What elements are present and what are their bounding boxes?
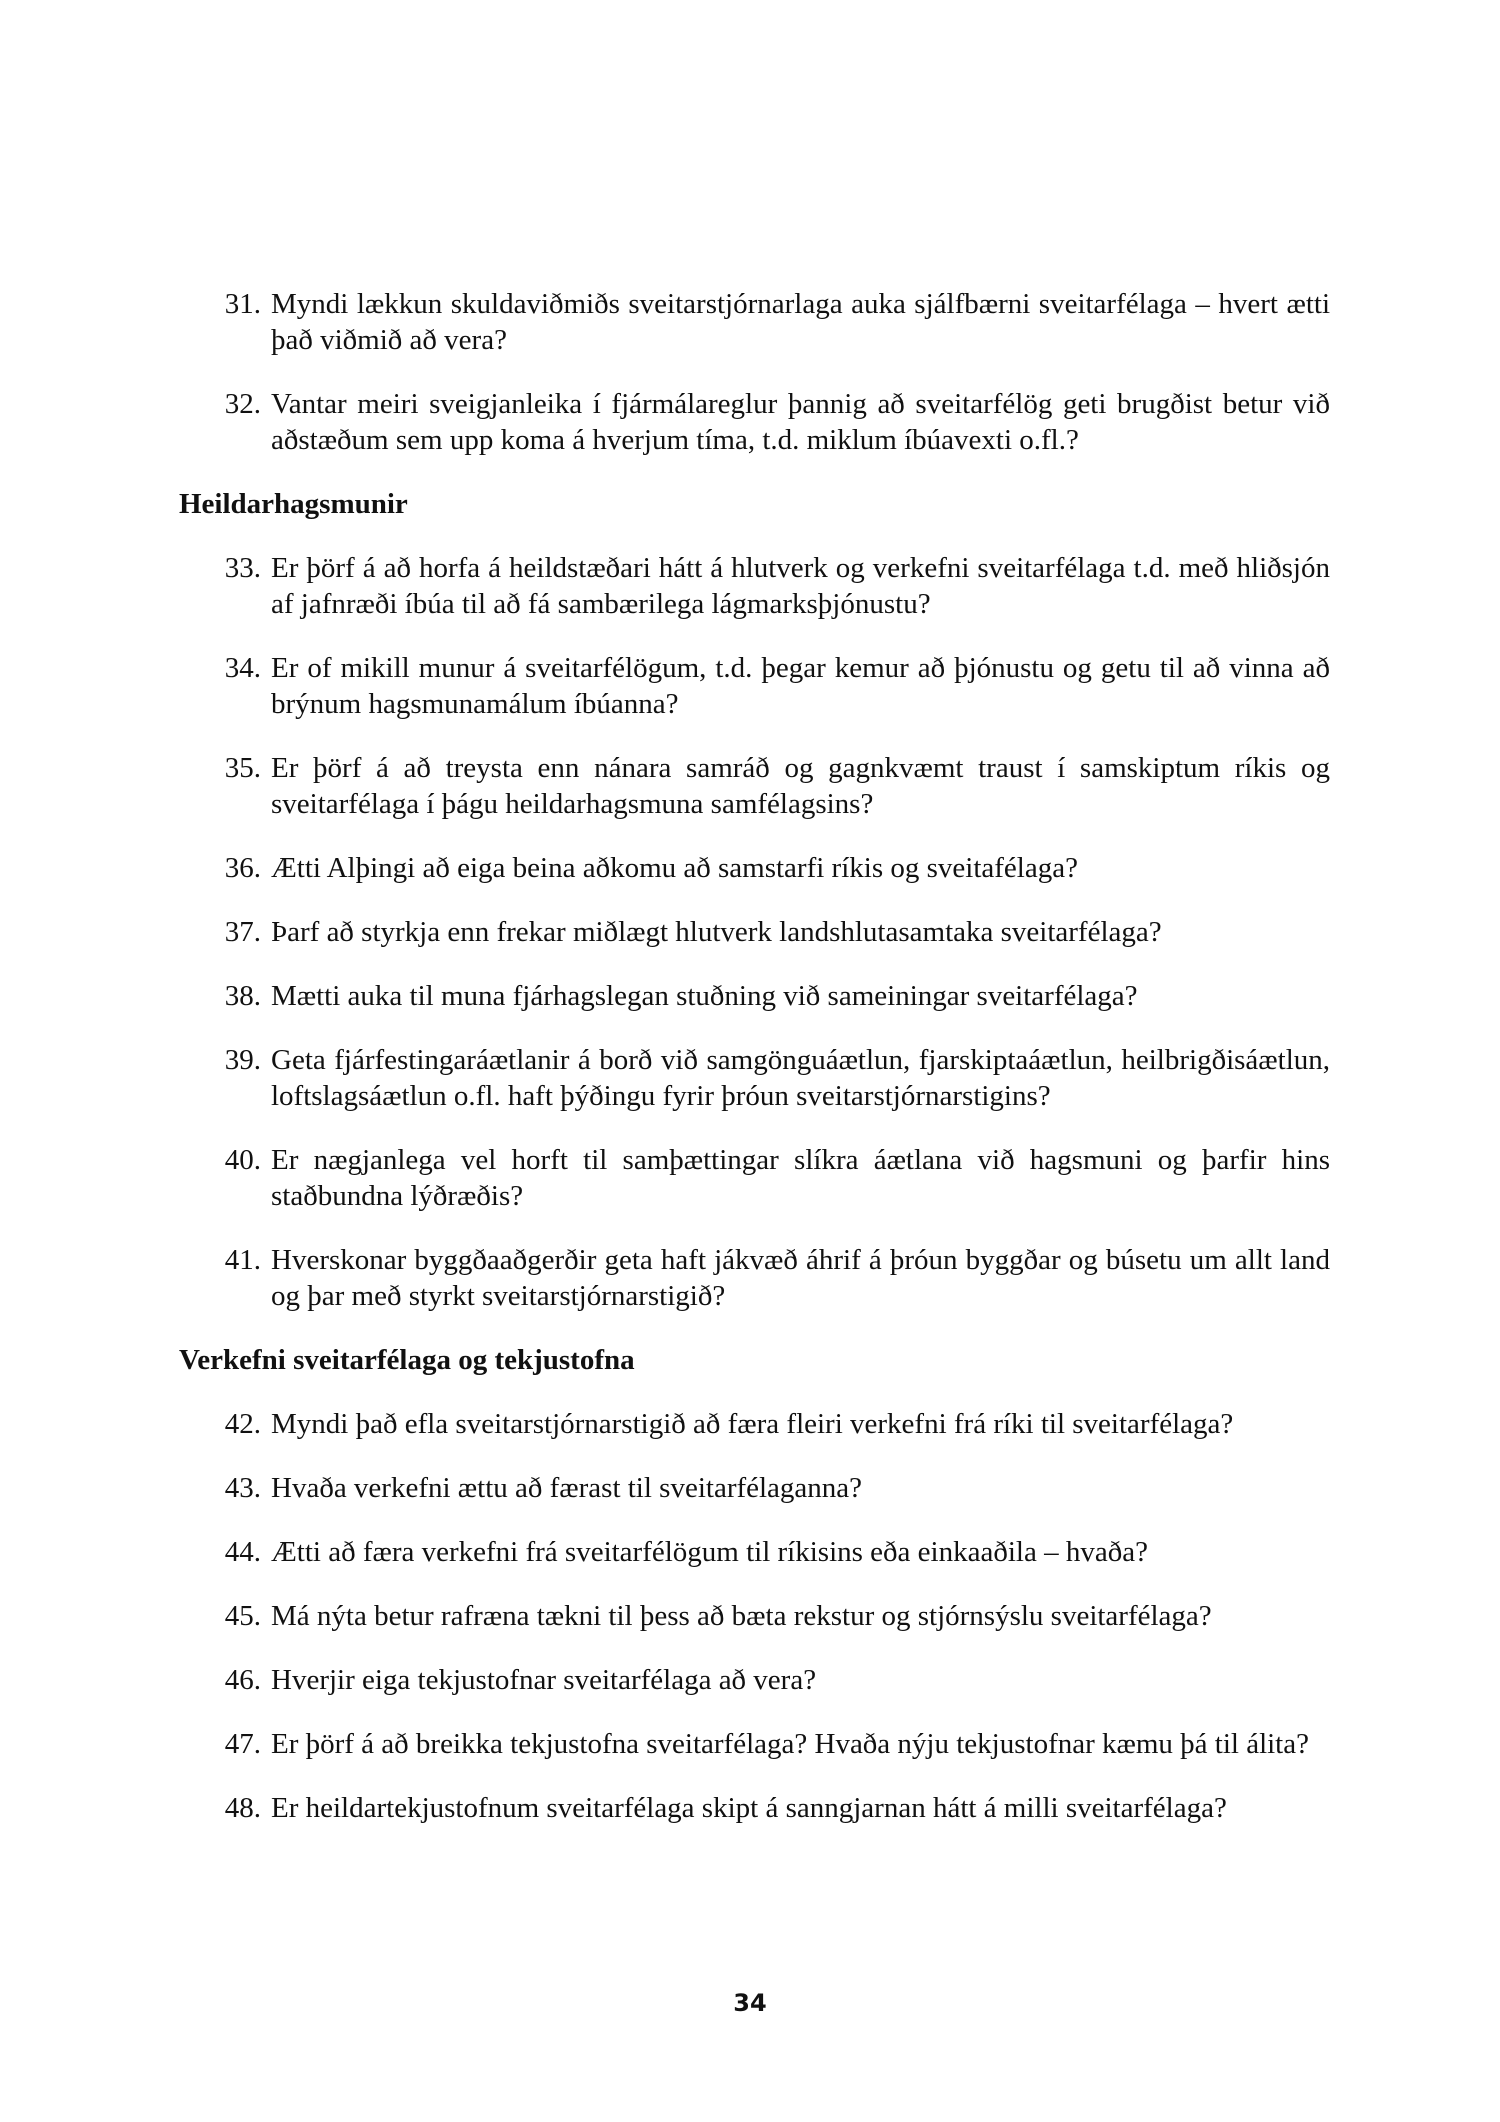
question-number: 38. <box>224 980 261 1012</box>
question-number: 39. <box>224 1044 261 1076</box>
question-item <box>180 850 1330 886</box>
question-text: Hverskonar byggðaaðgerðir geta haft jákvæð áhrif á þróun byggðar og búsetu um allt land og þar með styrkt sveitarstjórnarstigið? <box>271 1244 1330 1312</box>
question-number: 42. <box>224 1408 261 1440</box>
question-number: 41. <box>224 1244 261 1276</box>
question-number: 45. <box>224 1600 261 1632</box>
question-number: 48. <box>224 1792 261 1824</box>
question-text: Er nægjanlega vel horft til samþættingar slíkra áætlana við hagsmuni og þarfir hins staðbundna lýðræðis? <box>271 1144 1330 1212</box>
question-number: 33. <box>224 552 261 584</box>
question-number: 37. <box>224 916 261 948</box>
question-text: Er þörf á að treysta enn nánara samráð og gagnkvæmt traust í samskiptum ríkis og sveitarfélaga í þágu heildarhagsmuna samfélagsins? <box>271 752 1330 820</box>
question-text: Geta fjárfestingaráætlanir á borð við samgönguáætlun, fjarskiptaáætlun, heilbrigðisáætlun, loftslagsáætlun o.fl. haft þýðingu fyrir þróun sveitarstjórnarstigins? <box>271 1044 1330 1112</box>
question-number: 43. <box>224 1472 261 1504</box>
question-item <box>180 978 1330 1014</box>
question-text: Er þörf á að breikka tekjustofna sveitarfélaga? Hvaða nýju tekjustofnar kæmu þá til álita? <box>271 1728 1309 1760</box>
question-text: Ætti að færa verkefni frá sveitarfélögum til ríkisins eða einkaaðila – hvaða? <box>271 1536 1148 1568</box>
question-number: 34. <box>224 652 261 684</box>
question-text: Myndi lækkun skuldaviðmiðs sveitarstjórnarlaga auka sjálfbærni sveitarfélaga – hvert ætti það viðmið að vera? <box>271 288 1330 356</box>
question-text: Hverjir eiga tekjustofnar sveitarfélaga að vera? <box>271 1664 817 1696</box>
question-text: Vantar meiri sveigjanleika í fjármálareglur þannig að sveitarfélög geti brugðist betur við aðstæðum sem upp koma á hverjum tíma, t.d. miklum íbúavexti o.fl.? <box>271 388 1330 456</box>
question-item <box>180 1406 1330 1442</box>
question-item <box>180 286 1330 358</box>
question-number: 32. <box>224 388 261 420</box>
question-item <box>180 1242 1330 1314</box>
question-item <box>180 1790 1330 1826</box>
question-item <box>180 386 1330 458</box>
section-heading: Verkefni sveitarfélaga og tekjustofna <box>179 1344 635 1376</box>
question-number: 44. <box>224 1536 261 1568</box>
question-item <box>180 1726 1330 1762</box>
question-number: 35. <box>224 752 261 784</box>
question-item <box>180 1598 1330 1634</box>
page-content <box>180 286 1330 1826</box>
question-item <box>180 914 1330 950</box>
question-text: Er of mikill munur á sveitarfélögum, t.d. þegar kemur að þjónustu og getu til að vinna að brýnum hagsmunamálum íbúanna? <box>271 652 1330 720</box>
question-item <box>180 550 1330 622</box>
question-item <box>180 1142 1330 1214</box>
question-number: 40. <box>224 1144 261 1176</box>
section-heading: Heildarhagsmunir <box>179 488 408 520</box>
question-text: Er þörf á að horfa á heildstæðari hátt á hlutverk og verkefni sveitarfélaga t.d. með hliðsjón af jafnræði íbúa til að fá sambærilega lágmarksþjónustu? <box>271 552 1330 620</box>
question-item <box>180 1534 1330 1570</box>
question-text: Mætti auka til muna fjárhagslegan stuðning við sameiningar sveitarfélaga? <box>271 980 1138 1012</box>
question-text: Er heildartekjustofnum sveitarfélaga skipt á sanngjarnan hátt á milli sveitarfélaga? <box>271 1792 1227 1824</box>
question-text: Þarf að styrkja enn frekar miðlægt hlutverk landshlutasamtaka sveitarfélaga? <box>271 916 1162 948</box>
page-number: 34 <box>733 1989 767 2017</box>
question-number: 46. <box>224 1664 261 1696</box>
question-item <box>180 1042 1330 1114</box>
question-text: Hvaða verkefni ættu að færast til sveitarfélaganna? <box>271 1472 863 1504</box>
question-text: Myndi það efla sveitarstjórnarstigið að færa fleiri verkefni frá ríki til sveitarfélaga? <box>271 1408 1234 1440</box>
question-text: Ætti Alþingi að eiga beina aðkomu að samstarfi ríkis og sveitafélaga? <box>271 852 1078 884</box>
question-number: 31. <box>224 288 261 320</box>
question-item <box>180 1470 1330 1506</box>
question-item <box>180 750 1330 822</box>
question-item <box>180 650 1330 722</box>
question-text: Má nýta betur rafræna tækni til þess að bæta rekstur og stjórnsýslu sveitarfélaga? <box>271 1600 1212 1632</box>
question-number: 36. <box>224 852 261 884</box>
question-number: 47. <box>224 1728 261 1760</box>
question-item <box>180 1662 1330 1698</box>
